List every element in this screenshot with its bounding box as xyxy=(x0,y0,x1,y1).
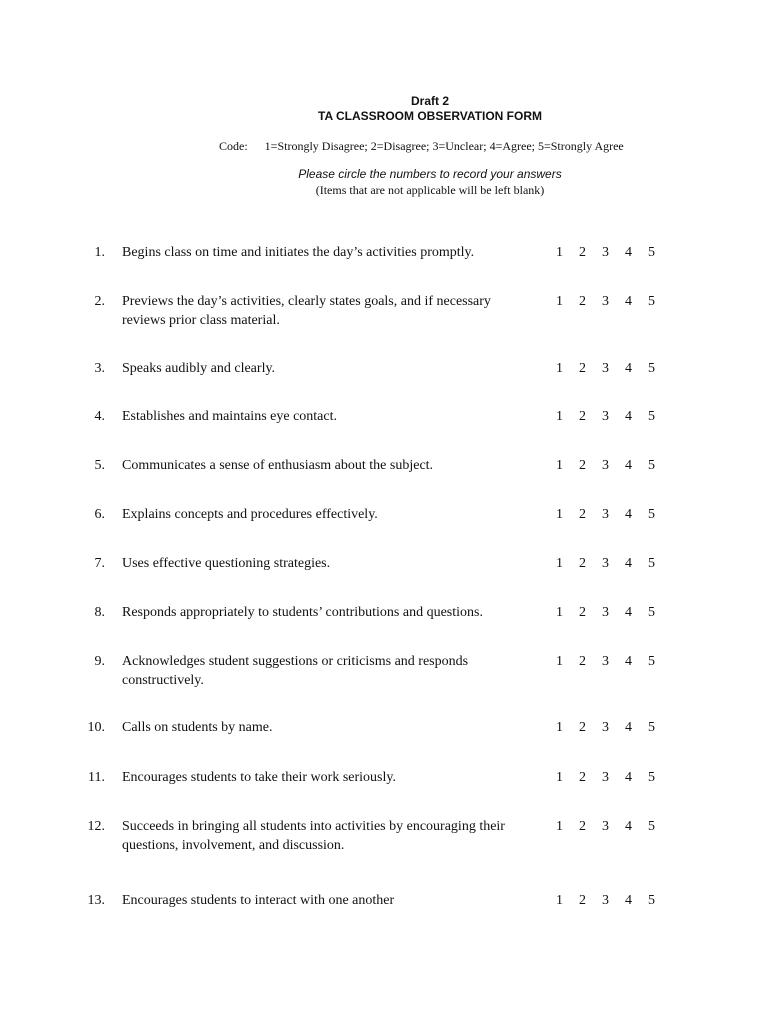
rating-option-4[interactable]: 4 xyxy=(625,361,632,376)
rating-option-5[interactable]: 5 xyxy=(648,770,655,785)
item-text: Uses effective questioning strategies. xyxy=(122,556,331,571)
rating-option-2[interactable]: 2 xyxy=(579,556,586,571)
rating-option-1[interactable]: 1 xyxy=(556,770,563,785)
rating-option-4[interactable]: 4 xyxy=(625,409,632,424)
item-text: Responds appropriately to students’ contributions and questions. xyxy=(122,605,483,620)
rating-option-1[interactable]: 1 xyxy=(556,893,563,908)
rating-scale xyxy=(548,407,663,426)
rating-option-1[interactable]: 1 xyxy=(556,245,563,260)
item-number: 4. xyxy=(94,409,105,424)
rating-option-2[interactable]: 2 xyxy=(579,770,586,785)
code-label: Code: xyxy=(219,139,248,153)
rating-option-5[interactable]: 5 xyxy=(648,819,655,834)
rating-scale xyxy=(548,817,663,836)
rating-option-3[interactable]: 3 xyxy=(602,605,609,620)
rating-option-2[interactable]: 2 xyxy=(579,893,586,908)
draft-label: Draft 2 xyxy=(410,94,449,108)
rating-option-3[interactable]: 3 xyxy=(602,245,609,260)
rating-option-2[interactable]: 2 xyxy=(579,458,586,473)
rating-option-5[interactable]: 5 xyxy=(648,294,655,309)
instruction-text: Please circle the numbers to record your answers xyxy=(298,167,562,181)
rating-option-5[interactable]: 5 xyxy=(648,720,655,735)
item-text: Succeeds in bringing all students into activities by encouraging their questions, involvement, and discussion. xyxy=(122,819,505,853)
rating-option-5[interactable]: 5 xyxy=(648,361,655,376)
rating-option-3[interactable]: 3 xyxy=(602,409,609,424)
rating-option-4[interactable]: 4 xyxy=(625,507,632,522)
rating-option-1[interactable]: 1 xyxy=(556,654,563,669)
item-number: 3. xyxy=(94,361,105,376)
code-text: 1=Strongly Disagree; 2=Disagree; 3=Unclear; 4=Agree; 5=Strongly Agree xyxy=(264,139,624,153)
item-number: 11. xyxy=(88,770,105,785)
rating-option-4[interactable]: 4 xyxy=(625,819,632,834)
rating-option-5[interactable]: 5 xyxy=(648,245,655,260)
rating-option-5[interactable]: 5 xyxy=(648,605,655,620)
rating-option-4[interactable]: 4 xyxy=(625,770,632,785)
rating-scale xyxy=(548,718,663,737)
rating-option-5[interactable]: 5 xyxy=(648,409,655,424)
item-number: 5. xyxy=(94,458,105,473)
rating-option-1[interactable]: 1 xyxy=(556,361,563,376)
rating-option-5[interactable]: 5 xyxy=(648,458,655,473)
item-number: 10. xyxy=(87,720,105,735)
rating-option-5[interactable]: 5 xyxy=(648,507,655,522)
item-text: Encourages students to take their work seriously. xyxy=(122,770,396,785)
rating-scale xyxy=(548,292,663,311)
item-text: Calls on students by name. xyxy=(122,720,273,735)
rating-option-3[interactable]: 3 xyxy=(602,507,609,522)
item-text: Communicates a sense of enthusiasm about the subject. xyxy=(122,458,434,473)
item-text: Explains concepts and procedures effectively. xyxy=(122,507,378,522)
rating-option-1[interactable]: 1 xyxy=(556,458,563,473)
rating-option-3[interactable]: 3 xyxy=(602,770,609,785)
item-text: Encourages students to interact with one another xyxy=(122,893,395,908)
item-number: 9. xyxy=(94,654,105,669)
rating-code-legend xyxy=(219,139,624,154)
item-number: 8. xyxy=(94,605,105,620)
rating-option-4[interactable]: 4 xyxy=(625,294,632,309)
item-number: 2. xyxy=(94,294,105,309)
item-text: Establishes and maintains eye contact. xyxy=(122,409,337,424)
rating-option-3[interactable]: 3 xyxy=(602,654,609,669)
form-title: TA CLASSROOM OBSERVATION FORM xyxy=(318,109,542,123)
rating-option-2[interactable]: 2 xyxy=(579,361,586,376)
item-number: 12. xyxy=(87,819,105,834)
rating-option-2[interactable]: 2 xyxy=(579,720,586,735)
rating-scale xyxy=(548,359,663,378)
rating-option-2[interactable]: 2 xyxy=(579,245,586,260)
rating-option-3[interactable]: 3 xyxy=(602,720,609,735)
rating-option-1[interactable]: 1 xyxy=(556,294,563,309)
rating-option-1[interactable]: 1 xyxy=(556,409,563,424)
item-number: 1. xyxy=(94,245,105,260)
rating-option-3[interactable]: 3 xyxy=(602,893,609,908)
item-number: 6. xyxy=(94,507,105,522)
rating-option-4[interactable]: 4 xyxy=(625,245,632,260)
item-text: Acknowledges student suggestions or criticisms and responds constructively. xyxy=(122,654,469,688)
rating-option-2[interactable]: 2 xyxy=(579,654,586,669)
rating-option-4[interactable]: 4 xyxy=(625,720,632,735)
item-number: 13. xyxy=(87,893,105,908)
rating-option-3[interactable]: 3 xyxy=(602,556,609,571)
note-text: (Items that are not applicable will be left blank) xyxy=(315,183,545,197)
rating-option-1[interactable]: 1 xyxy=(556,507,563,522)
rating-option-3[interactable]: 3 xyxy=(602,361,609,376)
rating-option-2[interactable]: 2 xyxy=(579,507,586,522)
rating-option-4[interactable]: 4 xyxy=(625,654,632,669)
rating-option-4[interactable]: 4 xyxy=(625,893,632,908)
rating-option-2[interactable]: 2 xyxy=(579,605,586,620)
rating-option-5[interactable]: 5 xyxy=(648,654,655,669)
rating-option-2[interactable]: 2 xyxy=(579,409,586,424)
item-number: 7. xyxy=(94,556,105,571)
rating-option-4[interactable]: 4 xyxy=(625,458,632,473)
item-text: Previews the day’s activities, clearly states goals, and if necessary reviews prior class material. xyxy=(122,294,491,328)
rating-scale xyxy=(548,652,663,671)
rating-option-4[interactable]: 4 xyxy=(625,556,632,571)
rating-option-3[interactable]: 3 xyxy=(602,819,609,834)
rating-option-3[interactable]: 3 xyxy=(602,458,609,473)
item-text: Speaks audibly and clearly. xyxy=(122,361,276,376)
rating-option-2[interactable]: 2 xyxy=(579,294,586,309)
rating-option-1[interactable]: 1 xyxy=(556,556,563,571)
rating-scale xyxy=(548,243,663,262)
item-text: Begins class on time and initiates the day’s activities promptly. xyxy=(122,245,475,260)
rating-option-5[interactable]: 5 xyxy=(648,893,655,908)
rating-option-3[interactable]: 3 xyxy=(602,294,609,309)
rating-option-5[interactable]: 5 xyxy=(648,556,655,571)
rating-scale xyxy=(548,554,663,573)
rating-scale xyxy=(548,768,663,787)
rating-scale xyxy=(548,505,663,524)
rating-option-1[interactable]: 1 xyxy=(556,605,563,620)
rating-scale xyxy=(548,456,663,475)
rating-option-4[interactable]: 4 xyxy=(625,605,632,620)
rating-option-1[interactable]: 1 xyxy=(556,819,563,834)
rating-option-2[interactable]: 2 xyxy=(579,819,586,834)
rating-scale xyxy=(548,603,663,622)
rating-scale xyxy=(548,891,663,910)
rating-option-1[interactable]: 1 xyxy=(556,720,563,735)
